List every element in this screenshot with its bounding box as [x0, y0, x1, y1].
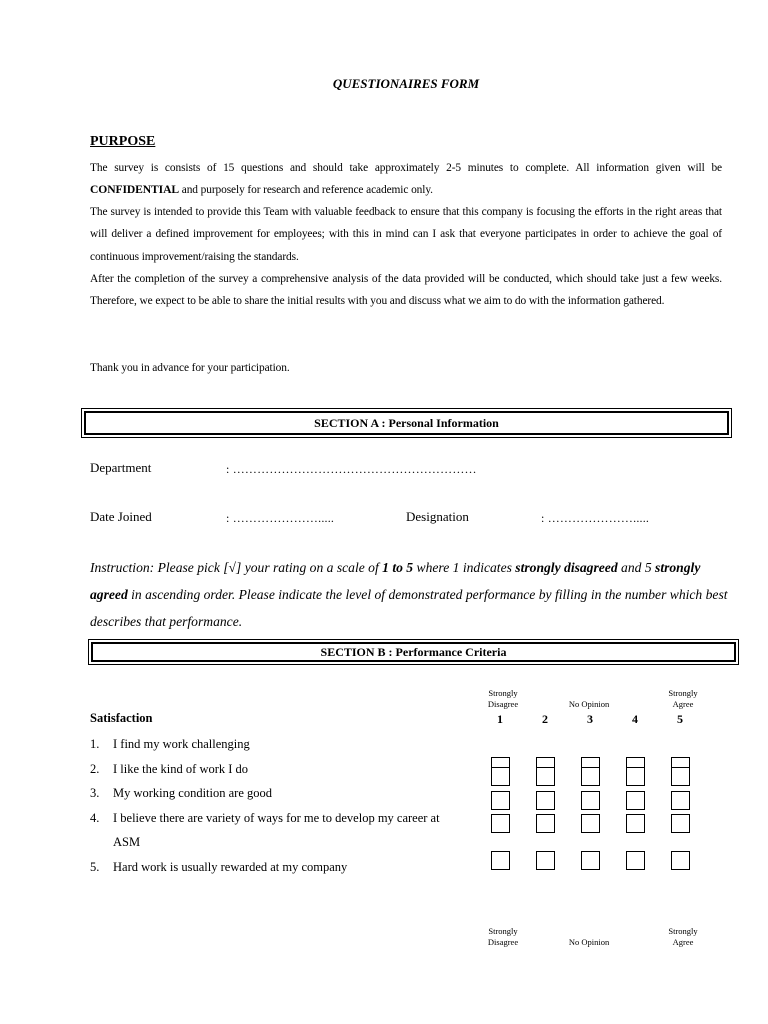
purpose-p1-text-2: and purposely for research and reference academic only.	[179, 184, 433, 197]
confidential-label: CONFIDENTIAL	[90, 183, 179, 197]
footer-sa-line1: Strongly	[668, 926, 698, 936]
designation-field[interactable]: : ………………….....	[541, 511, 650, 525]
department-field[interactable]: : ……………………………………………………	[226, 462, 477, 476]
rating-checkbox[interactable]	[626, 791, 645, 810]
scale-sd-line2: Disagree	[487, 699, 519, 709]
rating-checkbox[interactable]	[671, 851, 690, 870]
question-1	[90, 732, 250, 757]
question-3	[90, 781, 272, 806]
rating-checkbox[interactable]	[581, 814, 600, 833]
scale-number-4: 4	[632, 712, 638, 726]
question-number: 2.	[90, 762, 100, 776]
instruction-bold-agreed: strongly agreed	[90, 560, 701, 602]
rating-checkbox[interactable]	[536, 851, 555, 870]
question-number: 3.	[90, 786, 100, 800]
rating-checkbox[interactable]	[536, 767, 555, 786]
question-4	[90, 806, 440, 831]
section-b-title: SECTION B : Performance Criteria	[91, 642, 736, 662]
rating-checkbox[interactable]	[536, 791, 555, 810]
question-number: 4.	[90, 811, 100, 825]
rating-checkbox[interactable]	[626, 814, 645, 833]
date-joined-label: Date Joined	[90, 509, 152, 524]
purpose-p1-text: The survey is consists of 15 questions and should take approximately 2-5 minutes to complete. All information given will be	[90, 162, 722, 174]
scale-strongly-disagree	[478, 688, 528, 710]
scale-number-2: 2	[542, 712, 548, 726]
footer-sd-line2: Disagree	[487, 937, 519, 947]
scale-sa-line1: Strongly	[668, 688, 698, 698]
rating-checkbox[interactable]	[671, 767, 690, 786]
question-number: 1.	[90, 737, 100, 751]
instruction-bold-disagreed: strongly disagreed	[515, 560, 618, 575]
footer-sd-line1: Strongly	[488, 926, 518, 936]
question-text: Hard work is usually rewarded at my company	[113, 860, 348, 874]
scale-no-opinion: No Opinion	[568, 699, 610, 709]
purpose-paragraph-1	[90, 157, 722, 202]
designation-label: Designation	[406, 509, 469, 524]
footer-scale-strongly-agree	[658, 926, 708, 948]
rating-checkbox[interactable]	[671, 814, 690, 833]
form-title: QUESTIONAIRES FORM	[332, 76, 480, 91]
scale-sd-line1: Strongly	[488, 688, 518, 698]
thanks-text: Thank you in advance for your participation.	[90, 362, 290, 374]
scale-sa-line2: Agree	[672, 699, 694, 709]
scale-number-5: 5	[677, 712, 683, 726]
scale-number-1: 1	[497, 712, 503, 726]
rating-checkbox[interactable]	[491, 791, 510, 810]
rating-checkbox[interactable]	[581, 767, 600, 786]
section-a-header	[81, 408, 732, 438]
rating-checkbox[interactable]	[581, 791, 600, 810]
date-joined-field[interactable]: : ………………….....	[226, 511, 335, 525]
footer-scale-no-opinion: No Opinion	[568, 937, 610, 947]
question-number: 5.	[90, 860, 100, 874]
scale-number-3: 3	[587, 712, 593, 726]
question-text: I believe there are variety of ways for me to develop my career at	[113, 811, 440, 825]
instruction-text	[90, 554, 730, 635]
rating-checkbox[interactable]	[626, 767, 645, 786]
section-a-title: SECTION A : Personal Information	[84, 411, 729, 435]
purpose-heading: PURPOSE	[90, 134, 156, 149]
rating-checkbox[interactable]	[491, 851, 510, 870]
instruction-part-2: where 1 indicates	[413, 560, 516, 575]
rating-checkbox[interactable]	[626, 851, 645, 870]
question-2	[90, 757, 248, 782]
footer-sa-line2: Agree	[672, 937, 694, 947]
instruction-part-4: in ascending order. Please indicate the level of demonstrated performance by filling in the number which best describes that performance.	[90, 587, 728, 629]
question-text: My working condition are good	[113, 786, 273, 800]
scale-strongly-agree	[658, 688, 708, 710]
department-label: Department	[90, 460, 152, 475]
purpose-paragraph-3: After the completion of the survey a comprehensive analysis of the data provided will be conducted, which should take just a few weeks. Therefore, we expect to be able to share the initial results with you and discuss what we aim to do with the information gathered.	[90, 273, 722, 308]
purpose-paragraph-2: The survey is intended to provide this Team with valuable feedback to ensure that this company is focusing the efforts in the right areas that will deliver a defined improvement for employees; with this in mind can I ask that everyone participates in order to achieve the goal of continuous improvement/raising the standards.	[90, 206, 722, 263]
section-b-header	[88, 639, 739, 665]
instruction-part-3: and 5	[617, 560, 656, 575]
rating-checkbox[interactable]	[581, 851, 600, 870]
footer-scale-strongly-disagree	[478, 926, 528, 948]
rating-checkbox[interactable]	[491, 814, 510, 833]
rating-checkbox[interactable]	[536, 814, 555, 833]
instruction-bold-scale: 1 to 5	[382, 560, 414, 575]
question-text: ASM	[113, 835, 141, 849]
question-5	[90, 855, 347, 880]
instruction-part-1: Instruction: Please pick [√] your rating on a scale of	[90, 560, 383, 575]
question-text: I like the kind of work I do	[113, 762, 249, 776]
question-4-continued	[90, 830, 140, 855]
rating-checkbox[interactable]	[491, 767, 510, 786]
category-satisfaction: Satisfaction	[90, 711, 153, 725]
rating-checkbox[interactable]	[671, 791, 690, 810]
question-text: I find my work challenging	[113, 737, 250, 751]
